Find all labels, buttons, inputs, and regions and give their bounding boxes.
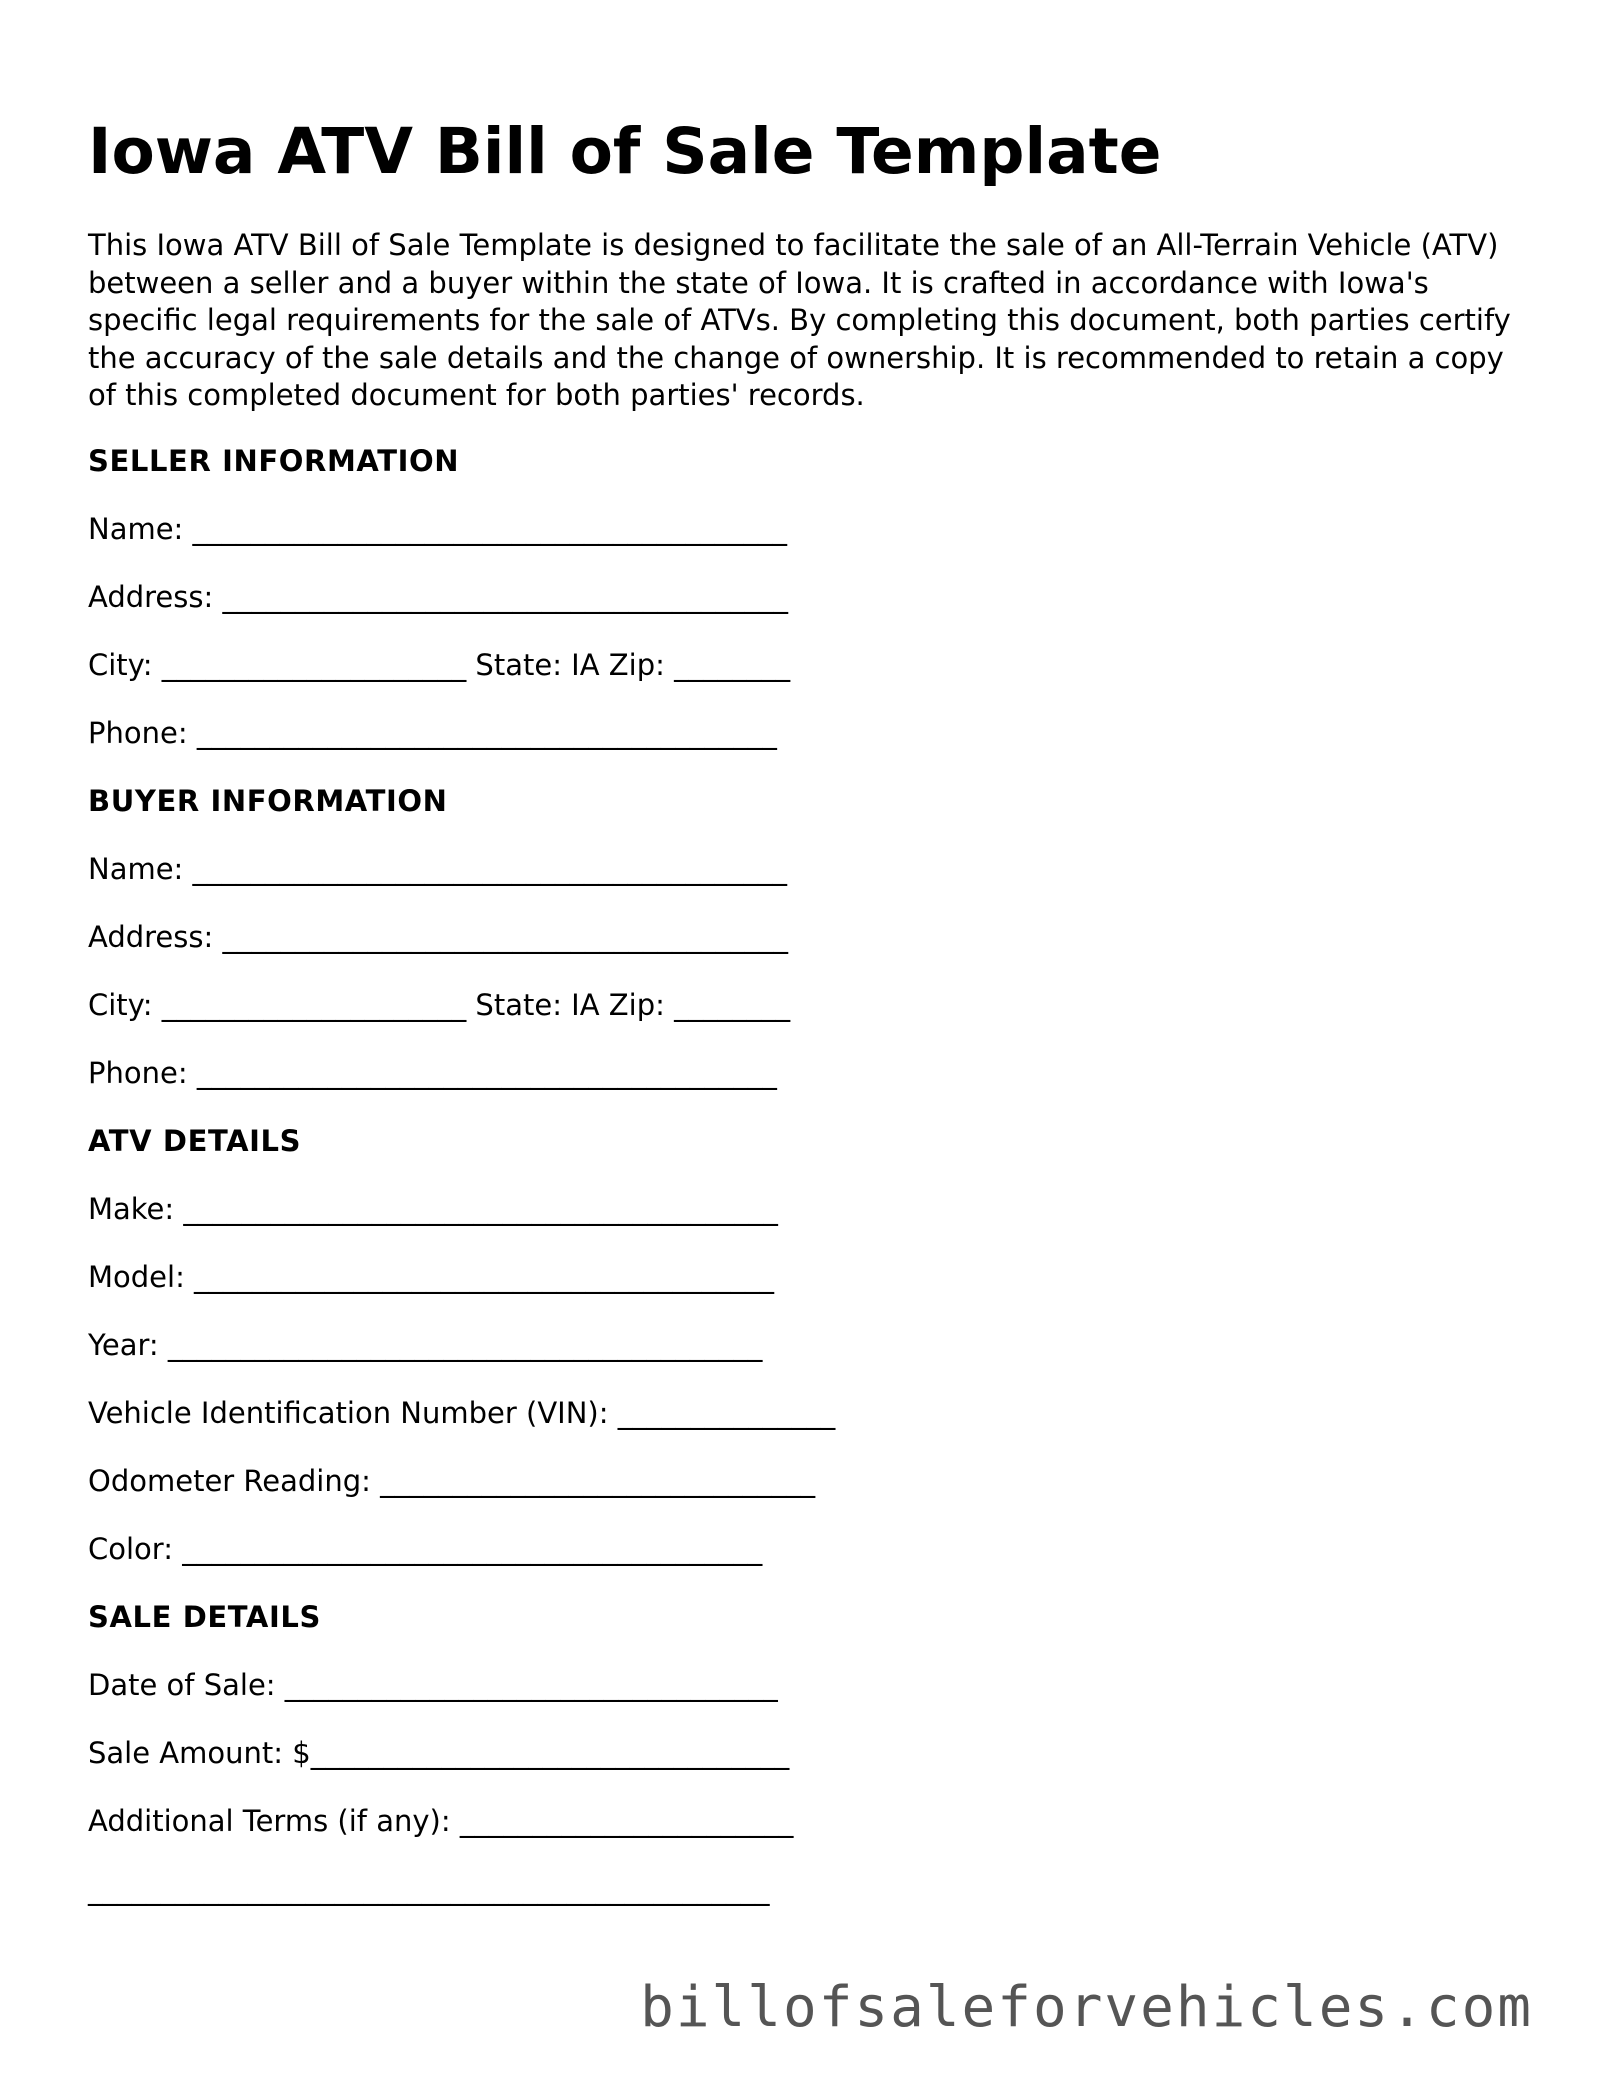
seller-phone-field[interactable]: Phone: ________________________________________: [88, 715, 777, 750]
atv-make-field[interactable]: Make: _________________________________________: [88, 1191, 778, 1226]
sale-amount-field[interactable]: Sale Amount: $_________________________________: [88, 1735, 790, 1770]
sale-terms-field[interactable]: Additional Terms (if any): _______________________: [88, 1803, 794, 1838]
buyer-phone-field[interactable]: Phone: ________________________________________: [88, 1055, 777, 1090]
sale-date-field[interactable]: Date of Sale: __________________________________: [88, 1667, 778, 1702]
atv-odometer-field[interactable]: Odometer Reading: ______________________________: [88, 1463, 816, 1498]
atv-color-field[interactable]: Color: ________________________________________: [88, 1531, 763, 1566]
seller-city-state-zip-field[interactable]: City: _____________________ State: IA Zip: ________: [88, 647, 791, 682]
seller-address-field[interactable]: Address: _______________________________________: [88, 579, 788, 614]
sale-section: [88, 1599, 1528, 1939]
atv-year-field[interactable]: Year: _________________________________________: [88, 1327, 763, 1362]
seller-name-field[interactable]: Name: _________________________________________: [88, 511, 788, 546]
footer-watermark: billofsaleforvehicles.com: [640, 1975, 1533, 2040]
buyer-name-field[interactable]: Name: _________________________________________: [88, 851, 788, 886]
atv-section: [88, 1123, 1528, 1599]
sale-terms-continuation-line[interactable]: _______________________________________________: [88, 1871, 770, 1906]
document-page: [88, 108, 1528, 1939]
seller-heading: SELLER INFORMATION: [88, 443, 460, 478]
atv-heading: ATV DETAILS: [88, 1123, 302, 1158]
seller-section: [88, 443, 1528, 783]
intro-paragraph: This Iowa ATV Bill of Sale Template is designed to facilitate the sale of an All-Terrain Vehicle (ATV) between a seller and a buyer within the state of Iowa. It is crafted in accordance with Iowa's specific legal requirements for the sale of ATVs. By completing this document, both parties certify the accuracy of the sale details and the change of ownership. It is recommended to retain a copy of this completed document for both parties' records.: [88, 228, 1511, 412]
page-title: Iowa ATV Bill of Sale Template: [88, 115, 1162, 188]
buyer-city-state-zip-field[interactable]: City: _____________________ State: IA Zip: ________: [88, 987, 791, 1022]
atv-model-field[interactable]: Model: ________________________________________: [88, 1259, 775, 1294]
buyer-section: [88, 783, 1528, 1123]
sale-heading: SALE DETAILS: [88, 1599, 321, 1634]
buyer-heading: BUYER INFORMATION: [88, 783, 448, 818]
buyer-address-field[interactable]: Address: _______________________________________: [88, 919, 788, 954]
atv-vin-field[interactable]: Vehicle Identification Number (VIN): _______________: [88, 1395, 836, 1430]
